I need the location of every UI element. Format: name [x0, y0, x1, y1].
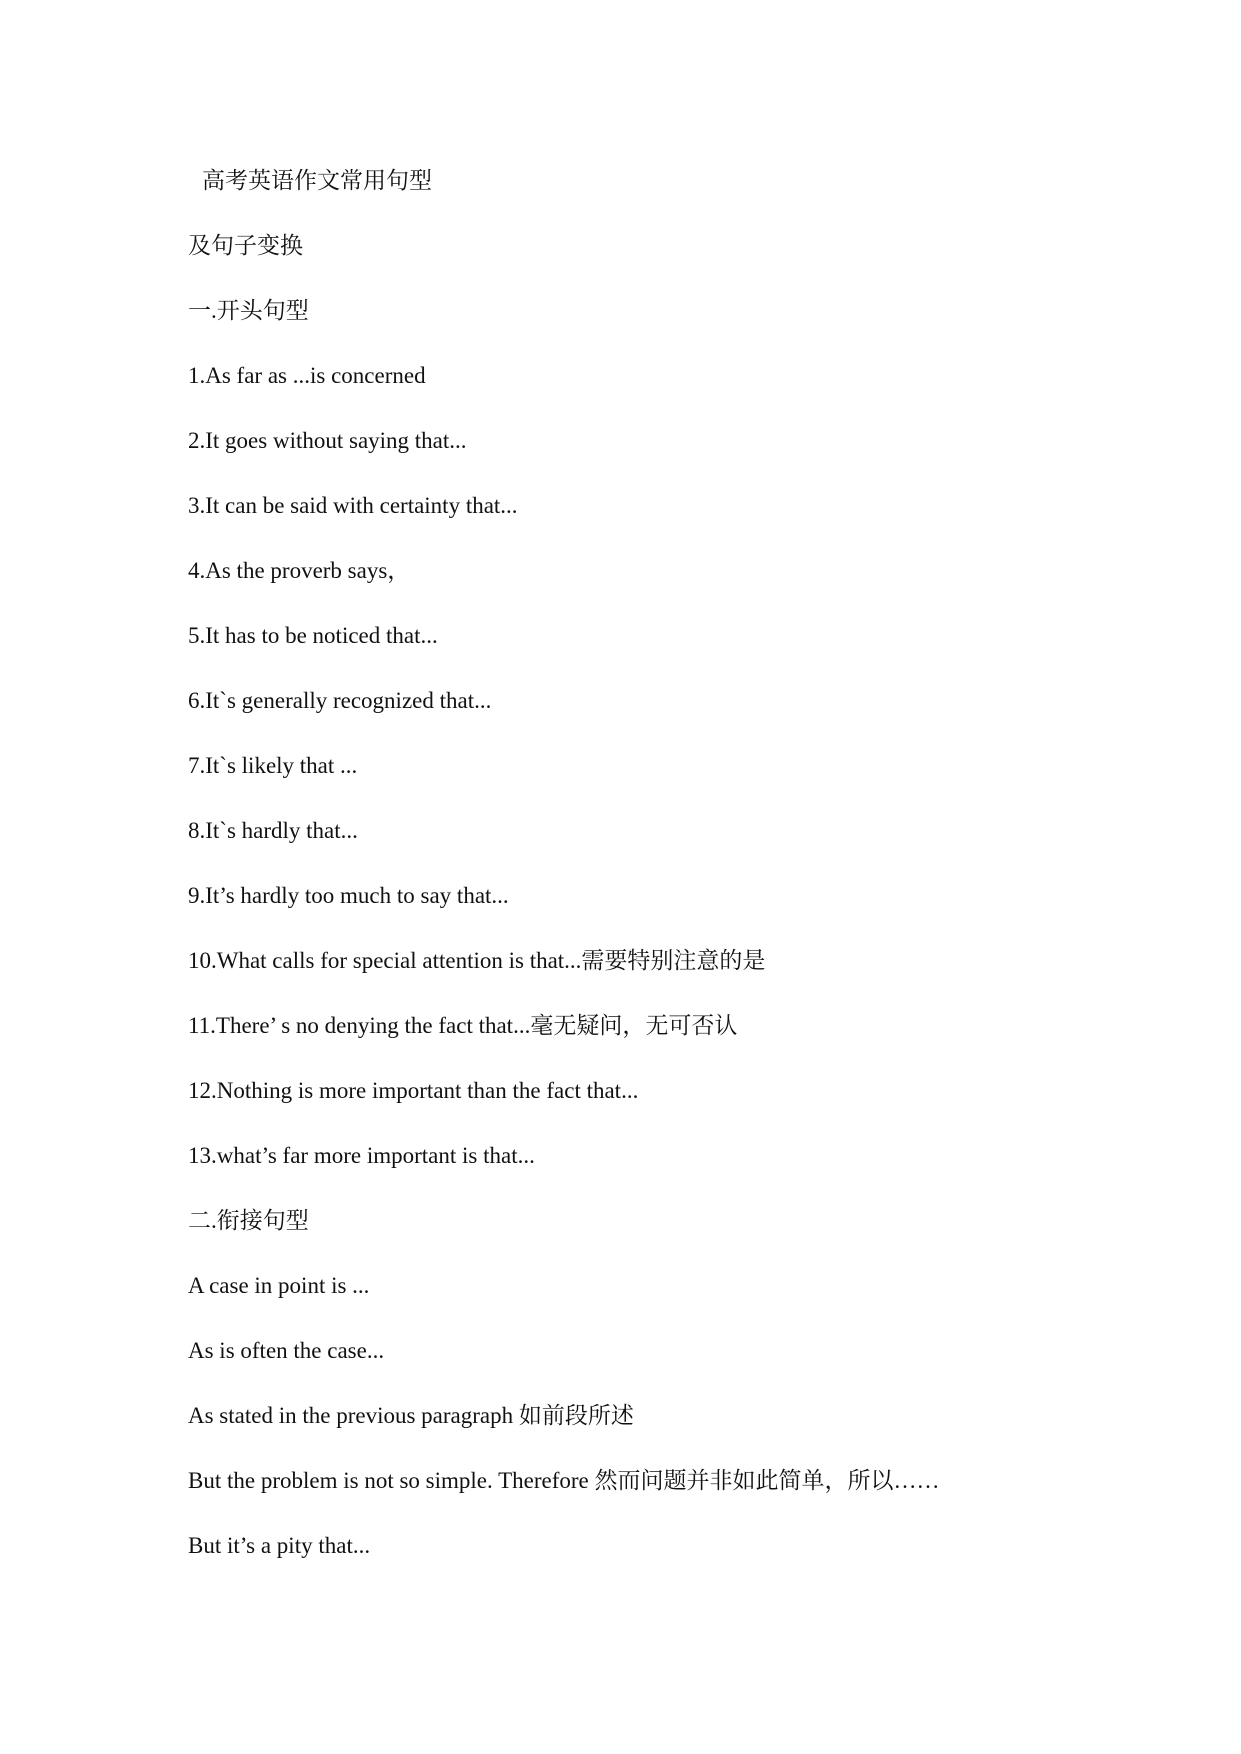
document-title: 高考英语作文常用句型	[202, 168, 432, 193]
list-item: But the problem is not so simple. Therefore 然而问题并非如此简单，所以……	[188, 1468, 940, 1493]
list-item: 10.What calls for special attention is that...需要特别注意的是	[188, 948, 766, 973]
list-item: 2.It goes without saying that...	[188, 428, 467, 453]
list-item: 7.It`s likely that ...	[188, 753, 358, 778]
list-item: 13.what’s far more important is that...	[188, 1143, 535, 1168]
list-item: As is often the case...	[188, 1338, 385, 1363]
list-item: 4.As the proverb says，	[188, 558, 411, 583]
list-item: 3.It can be said with certainty that...	[188, 493, 518, 518]
list-item: But it’s a pity that...	[188, 1533, 371, 1558]
section-heading-opening: 一.开头句型	[188, 298, 309, 323]
list-item: 1.As far as ...is concerned	[188, 363, 426, 388]
list-item: 6.It`s generally recognized that...	[188, 688, 492, 713]
list-item: 5.It has to be noticed that...	[188, 623, 438, 648]
document-body	[188, 166, 1088, 1596]
list-item: 12.Nothing is more important than the fact that...	[188, 1078, 639, 1103]
list-item: 8.It`s hardly that...	[188, 818, 358, 843]
section-heading-transition: 二.衔接句型	[188, 1208, 309, 1233]
list-item: A case in point is ...	[188, 1273, 370, 1298]
document-subtitle: 及句子变换	[188, 233, 303, 258]
list-item: 9.It’s hardly too much to say that...	[188, 883, 509, 908]
list-item: As stated in the previous paragraph 如前段所述	[188, 1403, 634, 1428]
list-item: 11.There’ s no denying the fact that...毫无疑问，无可否认	[188, 1013, 738, 1038]
